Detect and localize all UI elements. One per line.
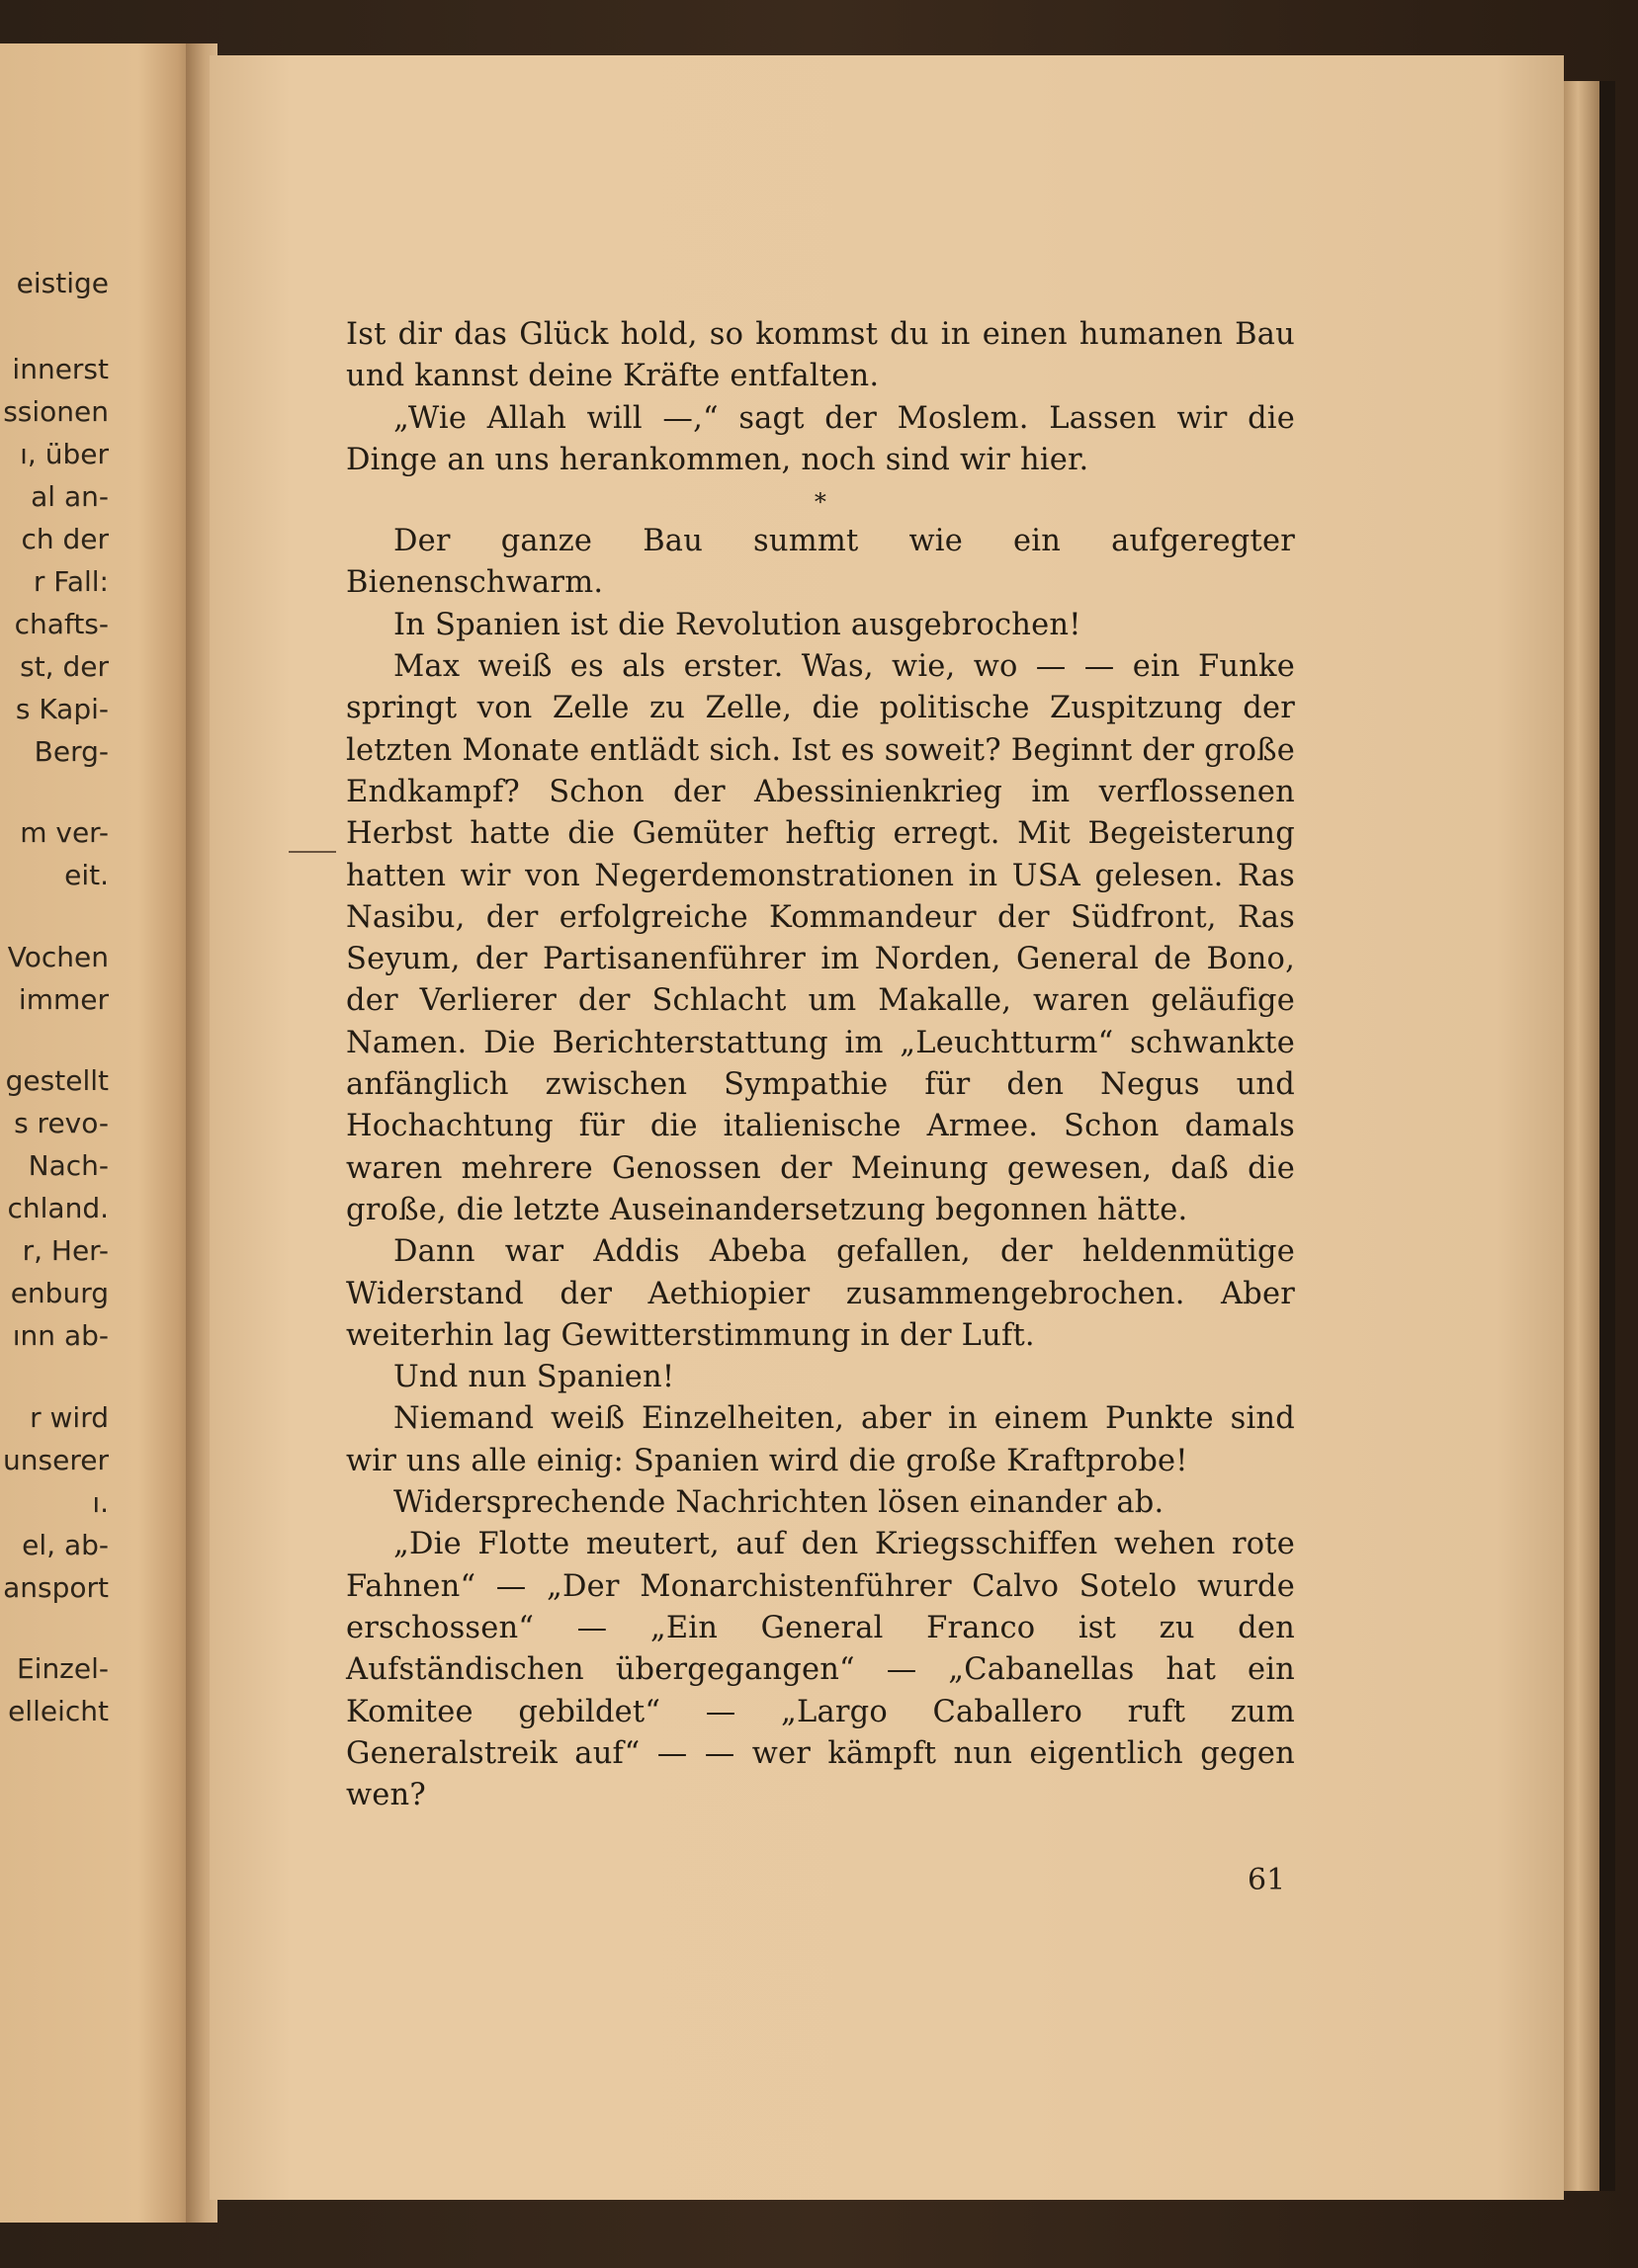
left-page-line: chland.: [7, 1192, 109, 1224]
left-page-line: eit.: [64, 859, 109, 891]
page-number: 61: [1248, 1863, 1286, 1897]
left-page-line: s revo-: [14, 1107, 109, 1139]
paragraph: Dann war Addis Abeba gefallen, der heldenmütige Widerstand der Aethiopier zusammengebrochen. Aber weiterhin lag Gewitterstimmung in der Luft.: [346, 1234, 1295, 1353]
paragraph: „Die Flotte meutert, auf den Kriegsschiffen wehen rote Fahnen“ — „Der Monarchistenführer Calvo Sotelo wurde erschossen“ — „Ein General Franco ist zu den Aufständischen übergegangen“ — „Cabanellas hat ein Komitee gebildet“ — „Largo Caballero ruft zum Generalstreik auf“ — — wer kämpft nun eigentlich gegen wen?: [346, 1527, 1295, 1813]
left-page-line: Nach-: [28, 1149, 109, 1182]
paragraph: Max weiß es als erster. Was, wie, wo — — ein Funke springt von Zelle zu Zelle, die politische Zuspitzung der letzten Monate entlädt sich. Ist es soweit? Beginnt der große Endkampf? Schon der Abessinienkrieg im verflossenen Herbst hatte die Gemüter heftig erregt. Mit Begeisterung hatten wir von Negerdemonstrationen in USA gelesen. Ras Nasibu, der erfolgreiche Kommandeur der Südfront, Ras Seyum, der Partisanenführer im Norden, General de Bono, der Verlierer der Schlacht um Makalle, waren geläufige Namen. Die Berichterstattung im „Leuchtturm“ schwankte anfänglich zwischen Sympathie für den Negus und Hochachtung für die italienische Armee. Schon damals waren mehrere Genossen der Meinung gewesen, daß die große, die letzte Auseinandersetzung begonnen hätte.: [346, 649, 1295, 1227]
left-page-line: elleicht: [8, 1695, 109, 1727]
left-page-line: r wird: [30, 1401, 109, 1434]
left-page: [0, 43, 198, 2223]
margin-mark: [289, 851, 336, 853]
left-page-line: r, Her-: [22, 1234, 109, 1267]
left-page-line: eistige: [16, 267, 109, 299]
paragraph: Der ganze Bau summt wie ein aufgeregter Bienenschwarm.: [346, 524, 1295, 601]
left-page-line: gestellt: [5, 1064, 109, 1097]
paragraph: „Wie Allah will —,“ sagt der Moslem. Lassen wir die Dinge an uns herankommen, noch sind wir hier.: [346, 400, 1295, 477]
left-page-line: s Kapi-: [15, 693, 109, 725]
left-page-line: al an-: [31, 480, 109, 513]
left-page-line: enburg: [10, 1277, 109, 1309]
body-text: [346, 314, 1295, 1816]
left-page-line: Vochen: [7, 941, 109, 973]
left-page-line: innerst: [12, 353, 109, 385]
left-page-line: ch der: [21, 523, 109, 555]
paragraph: Widersprechende Nachrichten lösen einander ab.: [393, 1485, 1164, 1521]
left-page-line: Berg-: [34, 735, 109, 768]
paragraph: In Spanien ist die Revolution ausgebrochen!: [393, 607, 1081, 642]
book-cover-edge: [1599, 81, 1615, 2191]
page-edge: [1564, 81, 1599, 2191]
paragraph: Ist dir das Glück hold, so kommst du in einen humanen Bau und kannst deine Kräfte entfalten.: [346, 317, 1295, 394]
paragraph: Und nun Spanien!: [393, 1360, 675, 1395]
left-page-line: ı, über: [20, 438, 109, 470]
left-page-line: ssionen: [3, 395, 109, 428]
left-page-line: r Fall:: [33, 565, 109, 598]
left-page-line: ınn ab-: [12, 1319, 109, 1352]
left-page-line: unserer: [3, 1444, 109, 1476]
section-separator: *: [814, 488, 827, 517]
left-page-line: ansport: [3, 1571, 109, 1604]
left-page-line: Einzel-: [16, 1652, 109, 1685]
left-page-line: st, der: [20, 650, 109, 683]
left-page-line: el, ab-: [22, 1529, 109, 1561]
left-page-line: ı.: [92, 1486, 109, 1519]
left-page-line: chafts-: [14, 608, 109, 640]
paragraph: Niemand weiß Einzelheiten, aber in einem Punkte sind wir uns alle einig: Spanien wird die große Kraftprobe!: [346, 1401, 1295, 1478]
left-page-line: m ver-: [20, 816, 109, 849]
left-page-line: immer: [18, 983, 109, 1016]
